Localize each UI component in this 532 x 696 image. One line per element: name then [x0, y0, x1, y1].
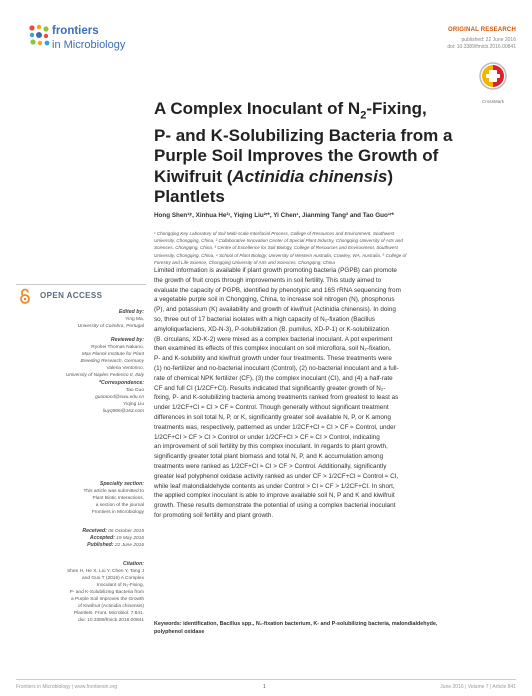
abstract	[154, 266, 514, 521]
title-line-4-end: )	[387, 166, 393, 186]
editor-affiliation: University of Coimbra, Portugal	[77, 324, 144, 329]
title-line-1-end: -Fixing,	[366, 99, 427, 118]
article-type: ORIGINAL RESEARCH	[448, 27, 516, 33]
abstract-line: growth. These results demonstrate the potential of using a complex bacterial inoculant	[154, 502, 396, 510]
abstract-line: so, three out of 17 bacterial isolates with a high capacity of N₂-fixation (Bacillus	[154, 315, 376, 323]
abstract-line: the growth of fruit crops through improvements in soil fertility. This study aimed to	[154, 276, 382, 284]
abstract-line: (P), and potassium (K) availability and growth of kiwifruit (Actinidia chinensis). In doing	[154, 306, 396, 314]
reviewer-name: Valeria Ventorino,	[106, 366, 144, 371]
abstract-line: while leaf malondialdehyde contents as under Control > CI ≈ CF > 1/2CF+CI. In short,	[154, 482, 395, 490]
footer-journal[interactable]: Frontiers in Microbiology | www.frontiersin.org	[16, 684, 118, 690]
abstract-line: treatments was, respectively, patterned as under 1/2CF+CI ≈ CI > CF ≈ Control, under	[154, 423, 396, 431]
abstract-line: fixing, P- and K-solubilizing bacteria among treatments ranked from greatest to least as	[154, 394, 399, 402]
frontiers-dots-icon	[28, 24, 50, 46]
citation-doi[interactable]: doi: 10.3389/fmicb.2016.00841	[78, 618, 144, 623]
footer-divider	[16, 679, 516, 680]
received-label: Received:	[82, 528, 107, 534]
abstract-line: evaluate the capacity of PGPB, identified by phenotypic and 16S rRNA sequencing from	[154, 286, 401, 294]
author-email[interactable]: liuyq906@163.com	[102, 409, 144, 414]
crossmark-badge[interactable]	[474, 61, 512, 104]
published-date: published: 22 June 2016	[461, 37, 516, 43]
title-species: Actinidia chinensis	[232, 166, 388, 186]
title-line-1: A Complex Inoculant of N	[154, 99, 361, 118]
received-date: 06 October 2015	[108, 529, 144, 534]
abstract-line: 1/2CF+CI > CF > CI > Control or under 1/2CF+CI > CF ≈ CI > Control, indicating	[154, 433, 380, 441]
abstract-line: significantly greater total plant biomass and total N, P, and K accumulation among	[154, 453, 384, 461]
citation-line: Shen H, He X, Liu Y, Chen Y, Tang J	[67, 569, 144, 574]
doi[interactable]: doi: 10.3389/fmicb.2016.00841	[447, 44, 516, 50]
open-access-lock-icon	[18, 288, 32, 304]
dates	[4, 528, 144, 549]
keywords-label: Keywords:	[154, 621, 182, 627]
editor-name: Ying Ma,	[125, 317, 144, 322]
affiliation-line: Sciences, Chongqing, China, ³ Centre of Excellence for Soil Biology, College of Resources and Environment, Southwest	[154, 245, 398, 251]
citation-line: of Kiwifruit (Actinidia chinensis)	[77, 604, 144, 609]
sidebar-divider	[16, 284, 146, 285]
reviewer-name: Ryohei Thomas Nakano,	[91, 345, 144, 350]
abstract-line: Limited information is available if plant growth promoting bacteria (PGPB) can promote	[154, 267, 397, 274]
title-line-5: Plantlets	[154, 187, 225, 207]
correspondence	[4, 380, 144, 415]
abstract-line: P- and K-solubility and kiwifruit growth under four treatments. These treatments were	[154, 355, 392, 363]
author-list: Hong Shen¹ʲʳ, Xinhua He²ʴ, Yiqing Liu²ʳ*, Yi Chen¹, Jianming Tang² and Tao Guo¹ʳ*	[154, 212, 394, 219]
citation-line: P- and K-Solubilizing Bacteria from	[69, 590, 144, 595]
footer-volume: June 2016 | Volume 7 | Article 841	[440, 684, 516, 690]
affiliation-line: University, Chongqing, China, ² Collaborative Innovation Center of Special Plant Industry, Chongqing University of Arts and	[154, 238, 403, 244]
citation-line: and Guo T (2016) A Complex	[82, 576, 144, 581]
published-date-side: 22 June 2016	[114, 543, 144, 548]
abstract-line: for promoting soil fertility and plant growth.	[154, 511, 274, 519]
crossmark-icon	[474, 61, 512, 93]
specialty-section-label: Specialty section:	[99, 481, 144, 487]
keywords-text-end: polyphenol oxidase	[154, 629, 205, 635]
citation-label: Citation:	[122, 561, 144, 567]
abstract-line: under 1/2CF+CI ≈ CI > CF ≈ Control. Though generally without significant treatment	[154, 404, 389, 412]
accepted-label: Accepted:	[89, 535, 115, 541]
abstract-line: treatments were ranked as 1/2CF+CI ≈ CI > CF > Control. Additionally, significantly	[154, 462, 387, 470]
affiliation-line: ¹ Chongqing Key Laboratory of Soil Multi-scale Interfacial Process, College of Resources and Environment, Southwest	[154, 231, 395, 236]
title-subscript: 2	[360, 109, 367, 122]
open-access-label: OPEN ACCESS	[40, 291, 103, 300]
accepted-date: 19 May 2016	[116, 536, 144, 541]
title-line-3: Purple Soil Improves the Growth of	[154, 146, 439, 166]
title-line-4: Kiwifruit (	[154, 166, 233, 186]
reviewer-affiliation: Breeding Research, Germany	[80, 359, 144, 364]
abstract-line: a vegetable purple soil in Chongqing, China, to increase soil nitrogen (N), phosphorus	[154, 296, 395, 304]
section-text: Plant Biotic Interactions,	[92, 496, 144, 501]
article-title	[154, 99, 514, 208]
title-line-2: P- and K-Solubilizing Bacteria from a	[154, 125, 453, 145]
abstract-line: differences in soil total N, P, or K, significantly greater soil available N, P, or K among	[154, 413, 391, 421]
affiliations	[154, 230, 514, 266]
affiliation-line: Forestry and Life Science, Chongqing University of Arts and Sciences, Chongqing, China	[154, 259, 335, 265]
section-text: a section of the journal	[95, 503, 144, 508]
abstract-line: greater leaf polyphenol oxidase activity ranked as under CF > 1/2CF+CI ≈ Control ≈ CI,	[154, 472, 399, 480]
reviewed-by	[4, 337, 144, 379]
journal-name: in Microbiology	[52, 39, 126, 51]
abstract-line: (1) no-fertilizer and no-bacterial inoculant (Control), (2) no-bacterial inoculant and a full-	[154, 364, 399, 372]
reviewer-affiliation: University of Naples Federico II, Italy	[65, 373, 144, 378]
published-label: Published:	[87, 542, 114, 548]
keywords-text: identification, Bacillus spp., N₂-fixation bacterium, K- and P-solubilizing bacteria, malondialdehyde,	[183, 621, 438, 627]
page-number: 1	[263, 684, 266, 690]
abstract-line: amyloliquefaciens, XD-N-3), P-solubilization (B. pumilus, XD-P-1) or K-solubilization	[154, 325, 390, 333]
abstract-line: then examined its effects of this complex inoculant on soil microflora, soil N₂-fixation,	[154, 345, 391, 353]
section-text: Frontiers in Microbiology	[91, 510, 144, 515]
author-email[interactable]: guotaocd@swu.edu.cn	[95, 395, 144, 400]
brand-name: frontiers	[52, 25, 99, 37]
corresponding-author: Tao Guo	[125, 388, 144, 393]
citation-line: Plantlets. Front. Microbiol. 7:841.	[73, 611, 144, 616]
reviewed-label: Reviewed by:	[110, 337, 144, 343]
corresponding-author: Yiqing Liu	[123, 402, 144, 407]
abstract-line: the applied complex inoculant is able to improve available soil N, P and K and kiwifruit	[154, 492, 395, 500]
edited-by	[4, 309, 144, 330]
abstract-line: (B. circulans, XD-K-2) were mixed as a complex bacterial inoculant. A pot experiment	[154, 335, 393, 343]
keywords	[154, 620, 514, 636]
crossmark-label: CrossMark	[481, 99, 505, 104]
journal-logo	[28, 22, 146, 56]
section-text: This article was submitted to	[83, 489, 144, 494]
edited-label: Edited by:	[118, 309, 144, 315]
abstract-line: an improvement of soil fertility by this complex inoculant. In regards to plant growth,	[154, 443, 388, 451]
reviewer-affiliation: Max Planck Institute for Plant	[81, 352, 144, 357]
abstract-line: CF and full CI (1/2CF+CI). Results indicated that significantly greater growth of N₂-	[154, 384, 386, 392]
affiliation-line: University, Chongqing, China, ⁴ School of Plant Biology, University of Western Australia, Crawley, WA, Australia, ⁵ College of	[154, 252, 407, 258]
citation	[4, 561, 144, 624]
citation-line: Inoculant of N₂-Fixing,	[96, 583, 144, 588]
citation-line: a Purple Soil Improves the Growth	[70, 597, 144, 602]
abstract-line: rate of chemical NPK fertilizer (CF), (3) the complex inoculant (CI), and (4) a half-rate	[154, 374, 393, 382]
correspondence-label: *Correspondence:	[99, 380, 144, 386]
specialty-section	[4, 481, 144, 516]
